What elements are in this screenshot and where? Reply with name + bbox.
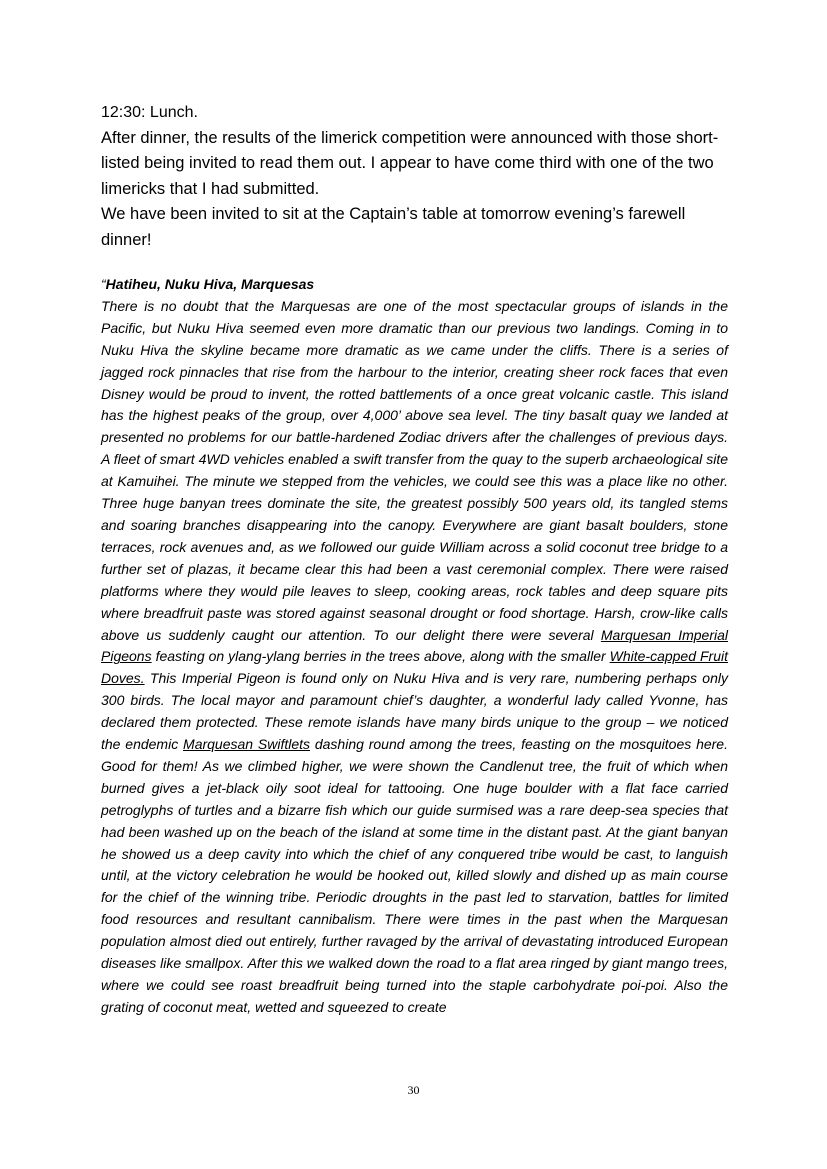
bird-marquesan-swiftlets: Marquesan Swiftlets	[183, 736, 311, 753]
captains-table-entry: We have been invited to sit at the Captain’s table at tomorrow evening’s farewell dinner!	[101, 205, 686, 249]
article-text-part-4: dashing round among the trees, feasting on the mosquitoes here. Good for them! As we climbed higher, we were shown the Candlenut tree, the fruit of which when burned gives a jet-black oily soot ideal for tattooing. One huge boulder with a flat face carried petroglyphs of turtles and a bizarre fish which our guide surmised was a rare deep-sea species that had been washed up on the beach of the island at some time in the distant past. At the giant banyan he showed us a deep cavity into which the chief of any conquered tribe would be cast, to languish until, at the victory celebration he would be hooked out, killed slowly and dished up as main course for the chief of the winning tribe. Periodic droughts in the past led to starvation, battles for limited food resources and resultant cannibalism. There were times in the past when the Marquesan population almost died out entirely, further ravaged by the arrival of devastating introduced European diseases like smallpox. After this we walked down the road to a flat area ringed by giant mango trees, where we could see roast breadfruit being turned into the staple carbohydrate poi-poi. Also the grating of coconut meat, wetted and squeezed to create	[101, 736, 728, 1015]
limerick-entry: After dinner, the results of the limerick competition were announced with those short-listed being invited to read them out. I appear to have come third with one of the two limericks that I had submitted.	[101, 128, 719, 198]
diary-entries	[101, 100, 728, 253]
article-heading	[101, 274, 728, 296]
page-number: 30	[407, 1083, 420, 1097]
opening-quote-mark: “	[101, 276, 106, 292]
article-text-part-2: feasting on ylang-ylang berries in the trees above, along with the smaller	[151, 648, 610, 665]
article-text-part-1: There is no doubt that the Marquesas are one of the most spectacular groups of islands in the Pacific, but Nuku Hiva seemed even more dramatic than our previous two landings. Coming in to Nuku Hiva the skyline became more dramatic as we came under the cliffs. There is a series of jagged rock pinnacles that rise from the harbour to the interior, creating sheer rock faces that even Disney would be proud to invent, the rotted battlements of a once great volcanic castle. This island has the highest peaks of the group, over 4,000’ above sea level. The tiny basalt quay we landed at presented no problems for our battle-hardened Zodiac drivers after the challenges of previous days. A fleet of smart 4WD vehicles enabled a swift transfer from the quay to the superb archaeological site at Kamuihei. The minute we stepped from the vehicles, we could see this was a place like no other. Three huge banyan trees dominate the site, the greatest possibly 500 years old, its tangled stems and soaring branches disappearing into the canopy. Everywhere are giant basalt boulders, stone terraces, rock avenues and, as we followed our guide William across a solid coconut tree bridge to a further set of plazas, it became clear this had been a vast ceremonial complex. There were raised platforms where they would pile leaves to sleep, cooking areas, rock tables and deep square pits where breadfruit paste was stored against seasonal drought or food shortage. Harsh, crow-like calls above us suddenly caught our attention. To our delight there were several	[101, 297, 728, 643]
article-body	[101, 296, 728, 1019]
article-heading-text: Hatiheu, Nuku Hiva, Marquesas	[105, 276, 315, 292]
lunch-entry: 12:30: Lunch.	[101, 104, 198, 121]
bird-marquesan-imperial-pigeons: Marquesan Imperial Pigeons	[101, 626, 728, 665]
article-text-part-3: This Imperial Pigeon is found only on Nuku Hiva and is very rare, numbering perhaps only 300 birds. The local mayor and paramount chief’s daughter, a wonderful lady called Yvonne, has declared them protected. These remote islands have many birds unique to the group – we noticed the endemic	[101, 670, 728, 753]
bird-white-capped-fruit-doves: White-capped Fruit Doves.	[101, 648, 728, 687]
quoted-article	[101, 274, 728, 1019]
